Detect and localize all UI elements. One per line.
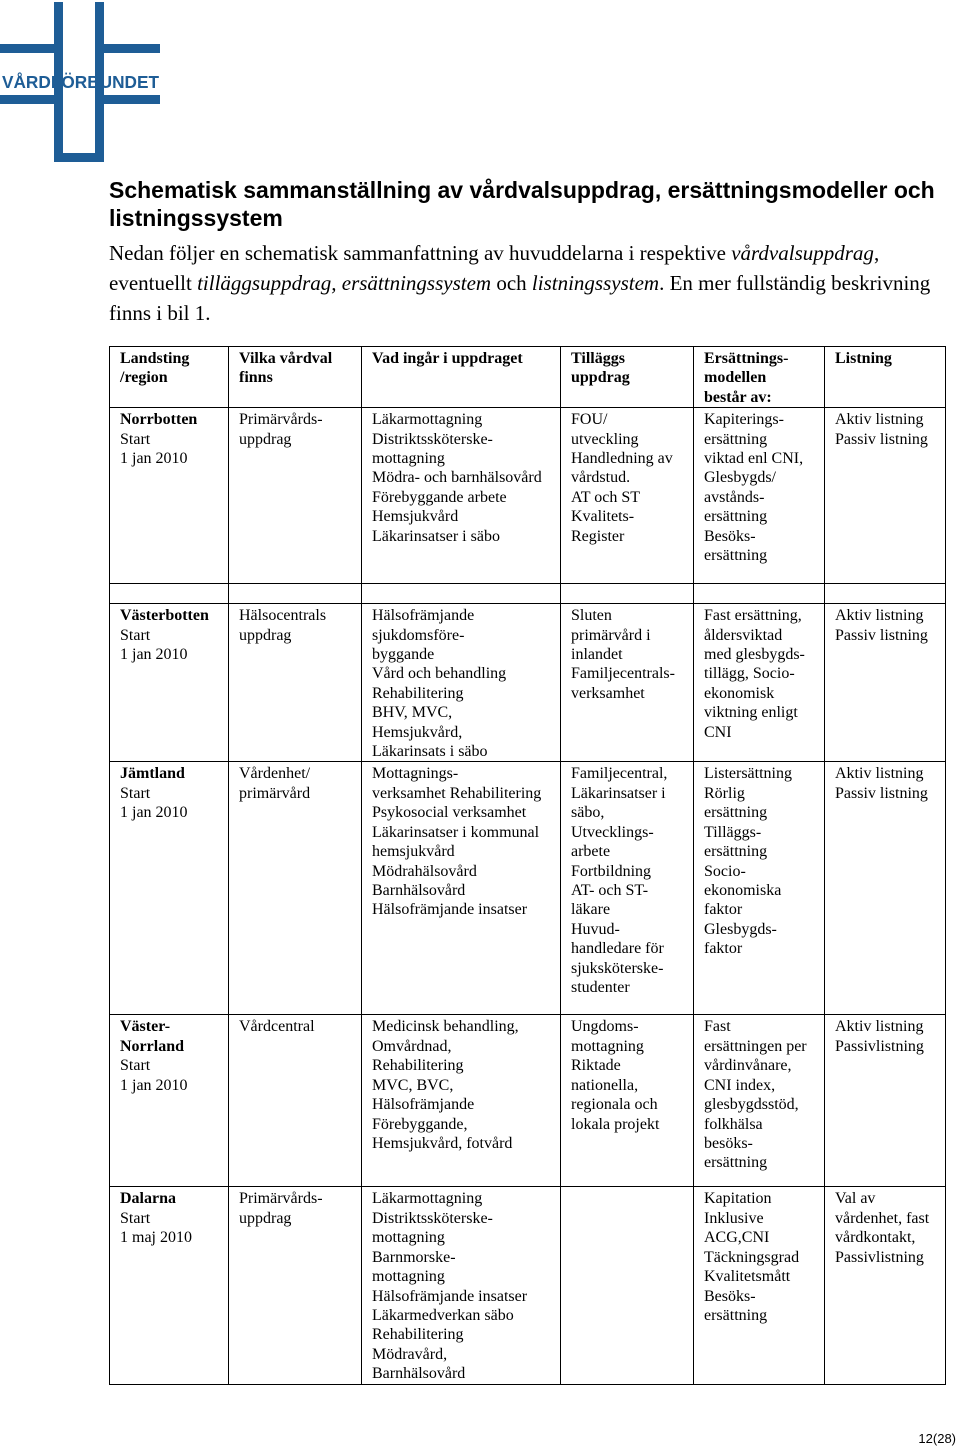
region-name: Norrland	[120, 1037, 184, 1055]
cell-line: Läkarmottagning	[372, 1190, 483, 1208]
cell-line: åldersviktad	[704, 626, 783, 644]
cell-line: Mödravård,	[372, 1345, 448, 1363]
cell-line: faktor	[704, 940, 743, 958]
gap-cell	[825, 584, 946, 604]
cell-line: ekonomisk	[704, 684, 775, 702]
cell-line: Mottagnings-	[372, 765, 459, 783]
cell-line: Glesbygds-	[704, 920, 777, 938]
cell-line: uppdrag	[239, 430, 292, 448]
cell-line: BHV, MVC,	[372, 704, 453, 722]
cell-line: Besöks-	[704, 1287, 756, 1305]
cell-line: vårdkontakt,	[835, 1229, 916, 1247]
table-cell	[229, 1187, 362, 1384]
cell-line: Distriktssköterske-	[372, 1209, 493, 1227]
cell-line: Sluten	[571, 607, 612, 625]
table-header-row	[110, 347, 946, 408]
cell-line: inlandet	[571, 646, 623, 664]
cell-line: Familjecentral,	[571, 765, 668, 783]
cell-line: Rehabilitering	[372, 1326, 464, 1344]
cell-line: Barnhälsovård	[372, 881, 466, 899]
cell-line: modellen	[704, 369, 767, 387]
cell-line: Tilläggs	[571, 350, 625, 367]
cell-line: mottagning	[372, 450, 445, 468]
region-start: 1 jan 2010	[120, 804, 188, 822]
region-name: Dalarna	[120, 1190, 176, 1208]
intro-text: Nedan följer en schematisk sammanfattning av huvuddelarna i respektive	[109, 241, 732, 265]
intro-text: , eventuellt	[109, 241, 880, 295]
cell-line: hemsjukvård	[372, 843, 455, 861]
cell-line: ersättning	[704, 430, 768, 448]
cell-line: arbete	[571, 843, 611, 861]
region-cell	[110, 408, 229, 584]
cell-line: mottagning	[372, 1268, 445, 1286]
region-start: 1 jan 2010	[120, 646, 188, 664]
cell-line: studenter	[571, 978, 630, 996]
vardforbundet-logo	[0, 0, 170, 165]
gap-cell	[694, 584, 825, 604]
table-header-cell	[362, 347, 561, 408]
cell-line: vårdinvånare,	[704, 1057, 792, 1075]
row-gap	[110, 584, 946, 604]
table-cell	[694, 1187, 825, 1384]
table-cell	[694, 762, 825, 1015]
table-cell	[694, 408, 825, 584]
cell-line: Ungdoms-	[571, 1018, 639, 1036]
intro-text: och	[491, 271, 532, 295]
table-cell	[229, 762, 362, 1015]
cell-line: Riktade	[571, 1057, 621, 1075]
cell-line: Vilka vårdval	[239, 350, 333, 367]
table-cell	[362, 1015, 561, 1187]
table-cell	[362, 762, 561, 1015]
table-cell	[229, 1015, 362, 1187]
cell-line: Läkarinsatser i säbo	[372, 527, 500, 545]
cell-line: lokala projekt	[571, 1115, 660, 1133]
table-row	[110, 762, 946, 1015]
cell-line: Rörlig	[704, 784, 745, 802]
region-start: 1 jan 2010	[120, 1076, 188, 1094]
cell-line: Fast	[704, 1018, 731, 1036]
cell-line: AT och ST	[571, 488, 641, 506]
cell-line: Vård och behandling	[372, 665, 507, 683]
cell-line: Kapiterings-	[704, 411, 784, 429]
table-cell	[362, 604, 561, 762]
cell-line: verksamhet	[571, 684, 645, 702]
intro-paragraph	[109, 238, 944, 328]
cell-line: handledare för	[571, 940, 664, 958]
cell-line: byggande	[372, 646, 435, 664]
cell-line: glesbygdsstöd,	[704, 1096, 799, 1114]
gap-cell	[561, 584, 694, 604]
cell-line: Hälsocentrals	[239, 607, 327, 625]
cell-line: vårdstud.	[571, 469, 631, 487]
cell-line: Listning	[835, 350, 892, 367]
cell-line: Hemsjukvård,	[372, 723, 463, 741]
cell-line: Distriktssköterske-	[372, 430, 493, 448]
cell-line: Aktiv listning	[835, 765, 924, 783]
region-start: Start	[120, 1057, 151, 1075]
cell-line: Läkarinsatser i kommunal	[372, 823, 540, 841]
cell-line: Aktiv listning	[835, 1018, 924, 1036]
cell-line: avstånds-	[704, 488, 765, 506]
cell-line: Hemsjukvård, fotvård	[372, 1134, 513, 1152]
table-cell	[825, 762, 946, 1015]
cell-line: Aktiv listning	[835, 607, 924, 625]
cell-line: Fast ersättning,	[704, 607, 802, 625]
cell-line: med glesbygds-	[704, 646, 805, 664]
cell-line: Barnmorske-	[372, 1248, 456, 1266]
table-header-cell	[229, 347, 362, 408]
cell-line: Passivlistning	[835, 1037, 924, 1055]
region-cell	[110, 1187, 229, 1384]
cell-line: Kapitation	[704, 1190, 772, 1208]
cell-line: Medicinsk behandling,	[372, 1018, 519, 1036]
cell-line: Förebyggande,	[372, 1115, 468, 1133]
table-row	[110, 1015, 946, 1187]
cell-line: nationella,	[571, 1076, 639, 1094]
cell-line: vårdenhet, fast	[835, 1209, 930, 1227]
cell-line: Primärvårds-	[239, 411, 323, 429]
cell-line: Vårdenhet/	[239, 765, 311, 783]
cell-line: läkare	[571, 901, 611, 919]
cell-line: Psykosocial verksamhet	[372, 804, 527, 822]
table-header-cell	[110, 347, 229, 408]
cell-line: Rehabilitering	[372, 1057, 464, 1075]
cell-line: Listersättning	[704, 765, 792, 783]
region-start: Start	[120, 1209, 151, 1227]
cell-line: Mödrahälsovård	[372, 862, 477, 880]
cell-line: Fortbildning	[571, 862, 652, 880]
cell-line: Familjecentrals-	[571, 665, 675, 683]
cell-line: ekonomiska	[704, 881, 782, 899]
table-cell	[229, 408, 362, 584]
table-cell	[561, 604, 694, 762]
table-header-cell	[561, 347, 694, 408]
table-cell	[561, 762, 694, 1015]
table-cell	[825, 408, 946, 584]
table-cell	[561, 1015, 694, 1187]
cell-line: Huvud-	[571, 920, 620, 938]
gap-cell	[229, 584, 362, 604]
cell-line: CNI	[704, 723, 732, 741]
intro-term: tilläggsuppdrag, ersättningssystem	[197, 271, 492, 295]
region-name: Norrbotten	[120, 411, 198, 429]
cell-line: Barnhälsovård	[372, 1365, 466, 1383]
cell-line: Inklusive	[704, 1209, 764, 1227]
cell-line: Hemsjukvård	[372, 508, 459, 526]
cell-line: ersättningen per	[704, 1037, 807, 1055]
cell-line: mottagning	[372, 1229, 445, 1247]
cell-line: Glesbygds/	[704, 469, 776, 487]
region-cell	[110, 1015, 229, 1187]
cell-line: viktad enl CNI,	[704, 450, 804, 468]
region-start: Start	[120, 784, 151, 802]
cell-line: Tilläggs-	[704, 823, 762, 841]
cell-line: Passivlistning	[835, 1248, 924, 1266]
cell-line: Täckningsgrad	[704, 1248, 800, 1266]
cell-line: Kvalitetsmått	[704, 1268, 791, 1286]
table-cell	[561, 408, 694, 584]
intro-term: listningssystem	[531, 271, 660, 295]
cell-line: ersättning	[704, 804, 768, 822]
table-cell	[825, 604, 946, 762]
table-row	[110, 408, 946, 584]
cell-line: Handledning av	[571, 450, 673, 468]
page-heading: Schematisk sammanställning av vårdvalsuppdrag, ersättningsmodeller och listningssystem	[109, 177, 935, 231]
cell-line: Läkarinsats i säbo	[372, 743, 488, 761]
cell-line: /region	[120, 369, 168, 387]
cell-line: Rehabilitering	[372, 684, 464, 702]
table-row	[110, 604, 946, 762]
cell-line: Mödra- och barnhälsovård	[372, 469, 542, 487]
table-cell	[694, 604, 825, 762]
region-start: Start	[120, 626, 151, 644]
table-row	[110, 1187, 946, 1384]
cell-line: Primärvårds-	[239, 1190, 323, 1208]
cell-line: verksamhet Rehabilitering	[372, 784, 542, 802]
vardval-table	[109, 346, 946, 1385]
cell-line: ersättning	[704, 508, 768, 526]
page-number: 12(28)	[918, 1431, 956, 1446]
intro-text: . En mer fullständig beskrivning finns i bil 1.	[109, 271, 931, 325]
cell-line: uppdrag	[239, 1209, 292, 1227]
table-cell	[825, 1015, 946, 1187]
region-cell	[110, 762, 229, 1015]
cell-line: Läkarmedverkan säbo	[372, 1306, 514, 1324]
logo-text: VÅRDFÖRBUNDET	[2, 72, 160, 92]
cell-line: uppdrag	[239, 626, 292, 644]
table-header-cell	[694, 347, 825, 408]
table-cell	[694, 1015, 825, 1187]
cell-line: folkhälsa	[704, 1115, 763, 1133]
region-name: Jämtland	[120, 765, 185, 783]
gap-cell	[110, 584, 229, 604]
cell-line: besöks-	[704, 1134, 753, 1152]
region-name: Väster-	[120, 1018, 171, 1036]
table-cell	[825, 1187, 946, 1384]
cell-line: Passiv listning	[835, 430, 928, 448]
cell-line: Passiv listning	[835, 626, 928, 644]
table-cell	[561, 1187, 694, 1384]
region-start: Start	[120, 430, 151, 448]
cell-line: Hälsofrämjande	[372, 607, 475, 625]
cell-line: ACG,CNI	[704, 1229, 770, 1247]
cell-line: tillägg, Socio-	[704, 665, 795, 683]
cell-line: Förebyggande arbete	[372, 488, 507, 506]
cell-line: ersättning	[704, 1306, 768, 1324]
cell-line: Register	[571, 527, 625, 545]
cell-line: AT- och ST-	[571, 881, 649, 899]
cell-line: Hälsofrämjande insatser	[372, 901, 528, 919]
region-start: 1 jan 2010	[120, 450, 188, 468]
cell-line: primärvård i	[571, 626, 651, 644]
cell-line: Vad ingår i uppdraget	[372, 350, 523, 367]
table-cell	[229, 604, 362, 762]
cell-line: Passiv listning	[835, 784, 928, 802]
cell-line: Vårdcentral	[239, 1018, 315, 1036]
cell-line: Val av	[835, 1190, 876, 1208]
cell-line: uppdrag	[571, 369, 630, 387]
cell-line: Läkarmottagning	[372, 411, 483, 429]
cell-line: Hälsofrämjande insatser	[372, 1287, 528, 1305]
table-header-cell	[825, 347, 946, 408]
cell-line: Besöks-	[704, 527, 756, 545]
cell-line: ersättning	[704, 547, 768, 565]
cell-line: Omvårdnad,	[372, 1037, 452, 1055]
cell-line: finns	[239, 369, 273, 387]
cell-line: sjukdomsföre-	[372, 626, 465, 644]
table-cell	[362, 408, 561, 584]
cell-line: Socio-	[704, 862, 746, 880]
cell-line: Hälsofrämjande	[372, 1096, 475, 1114]
cell-line: MVC, BVC,	[372, 1076, 454, 1094]
cell-line: ersättning	[704, 1154, 768, 1172]
cell-line: viktning enligt	[704, 704, 798, 722]
cell-line: FOU/	[571, 411, 608, 429]
cell-line: sjuksköterske-	[571, 959, 664, 977]
cell-line: ersättning	[704, 843, 768, 861]
cell-line: säbo,	[571, 804, 605, 822]
region-cell	[110, 604, 229, 762]
table-cell	[362, 1187, 561, 1384]
region-start: 1 maj 2010	[120, 1229, 192, 1247]
cell-line: Aktiv listning	[835, 411, 924, 429]
cell-line: regionala och	[571, 1096, 658, 1114]
cell-line: faktor	[704, 901, 743, 919]
cell-line: Landsting	[120, 350, 190, 367]
cell-line: Läkarinsatser i	[571, 784, 666, 802]
cell-line: primärvård	[239, 784, 311, 802]
cell-line: Kvalitets-	[571, 508, 635, 526]
gap-cell	[362, 584, 561, 604]
intro-term: vårdvalsuppdrag	[731, 241, 874, 265]
cell-line: består av:	[704, 388, 772, 406]
cell-line: utveckling	[571, 430, 639, 448]
cell-line: CNI index,	[704, 1076, 776, 1094]
region-name: Västerbotten	[120, 607, 209, 625]
cell-line: Utvecklings-	[571, 823, 654, 841]
cell-line: mottagning	[571, 1037, 644, 1055]
cell-line: Ersättnings-	[704, 350, 789, 367]
